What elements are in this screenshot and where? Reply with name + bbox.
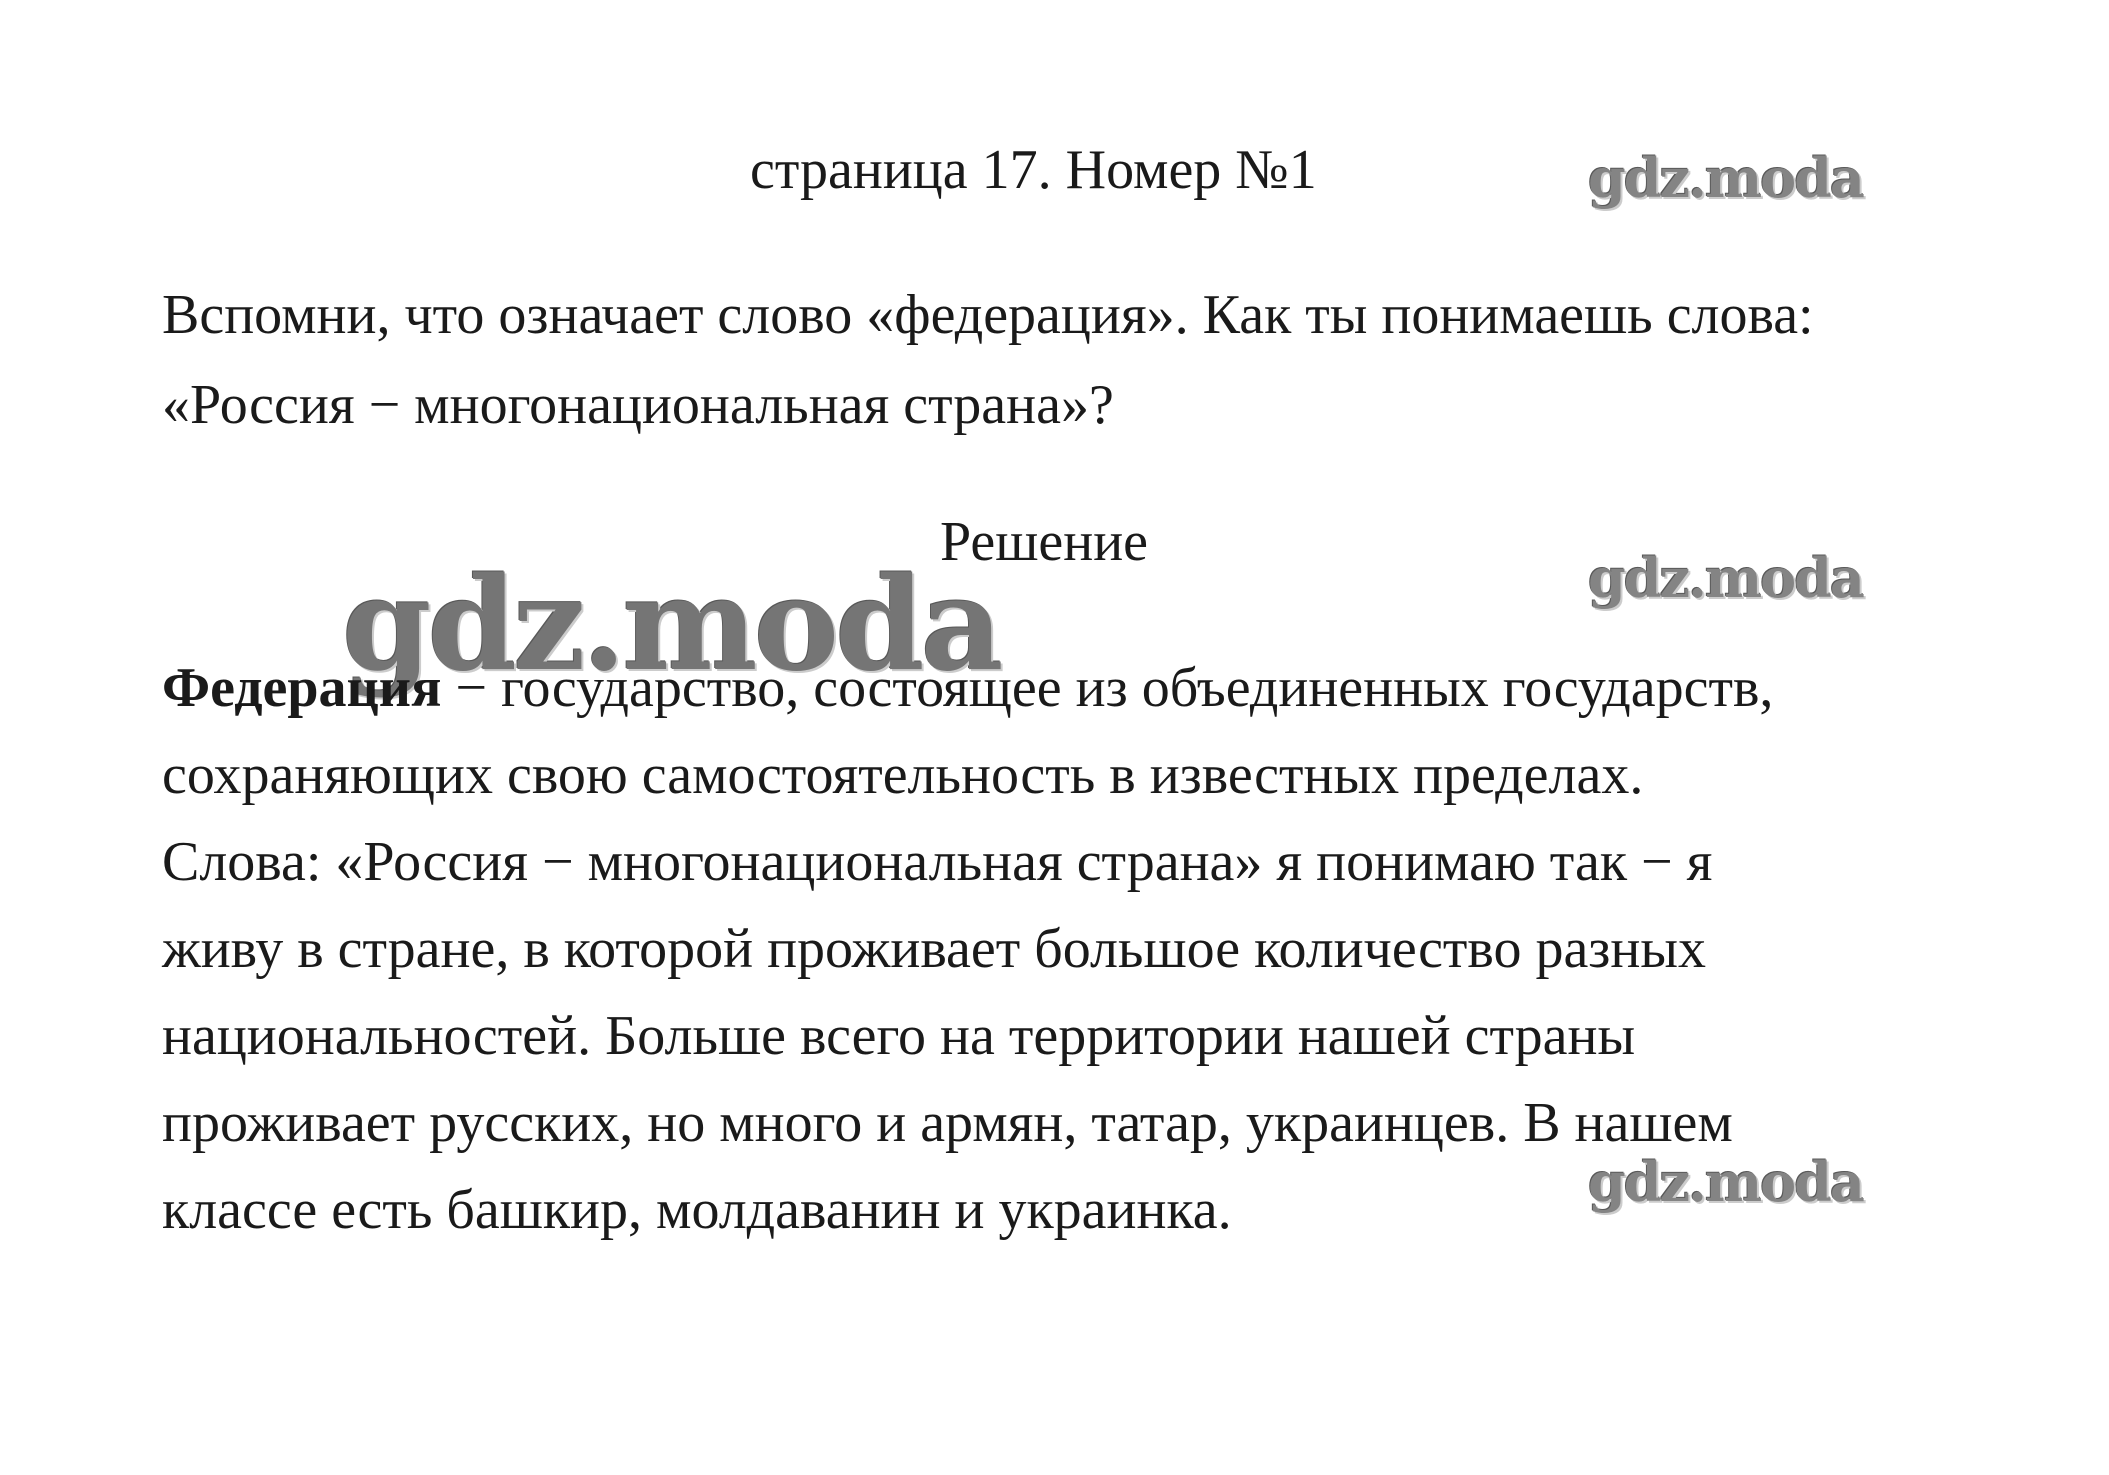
answer-line: классе есть башкир, молдаванин и украинка. (162, 1179, 1232, 1241)
solution-heading: Решение (940, 511, 1149, 573)
definition-text: − государство, состоящее из объединенных государств, (441, 657, 1774, 719)
answer-line: национальностей. Больше всего на территории нашей страны (162, 1005, 1636, 1067)
defined-term: Федерация (162, 657, 442, 719)
watermark-logo: gdz.moda (342, 550, 1000, 700)
answer-line: живу в стране, в которой проживает большое количество разных (162, 918, 1707, 980)
answer-line: сохраняющих свою самостоятельность в известных пределах. (162, 744, 1644, 806)
watermark-logo: gdz.moda (1588, 146, 1863, 210)
page-title: страница 17. Номер №1 (750, 139, 1317, 201)
task-text (162, 270, 1962, 450)
watermark-logo: gdz.moda (1588, 546, 1863, 610)
task-line: «Россия − многонациональная страна»? (162, 374, 1114, 436)
answer-line: Слова: «Россия − многонациональная страна» я понимаю так − я (162, 831, 1713, 893)
task-line: Вспомни, что означает слово «федерация». Как ты понимаешь слова: (162, 284, 1814, 346)
answer-line: проживает русских, но много и армян, татар, украинцев. В нашем (162, 1092, 1733, 1154)
answer-line (162, 645, 1962, 732)
watermark-logo: gdz.moda (1588, 1150, 1863, 1214)
